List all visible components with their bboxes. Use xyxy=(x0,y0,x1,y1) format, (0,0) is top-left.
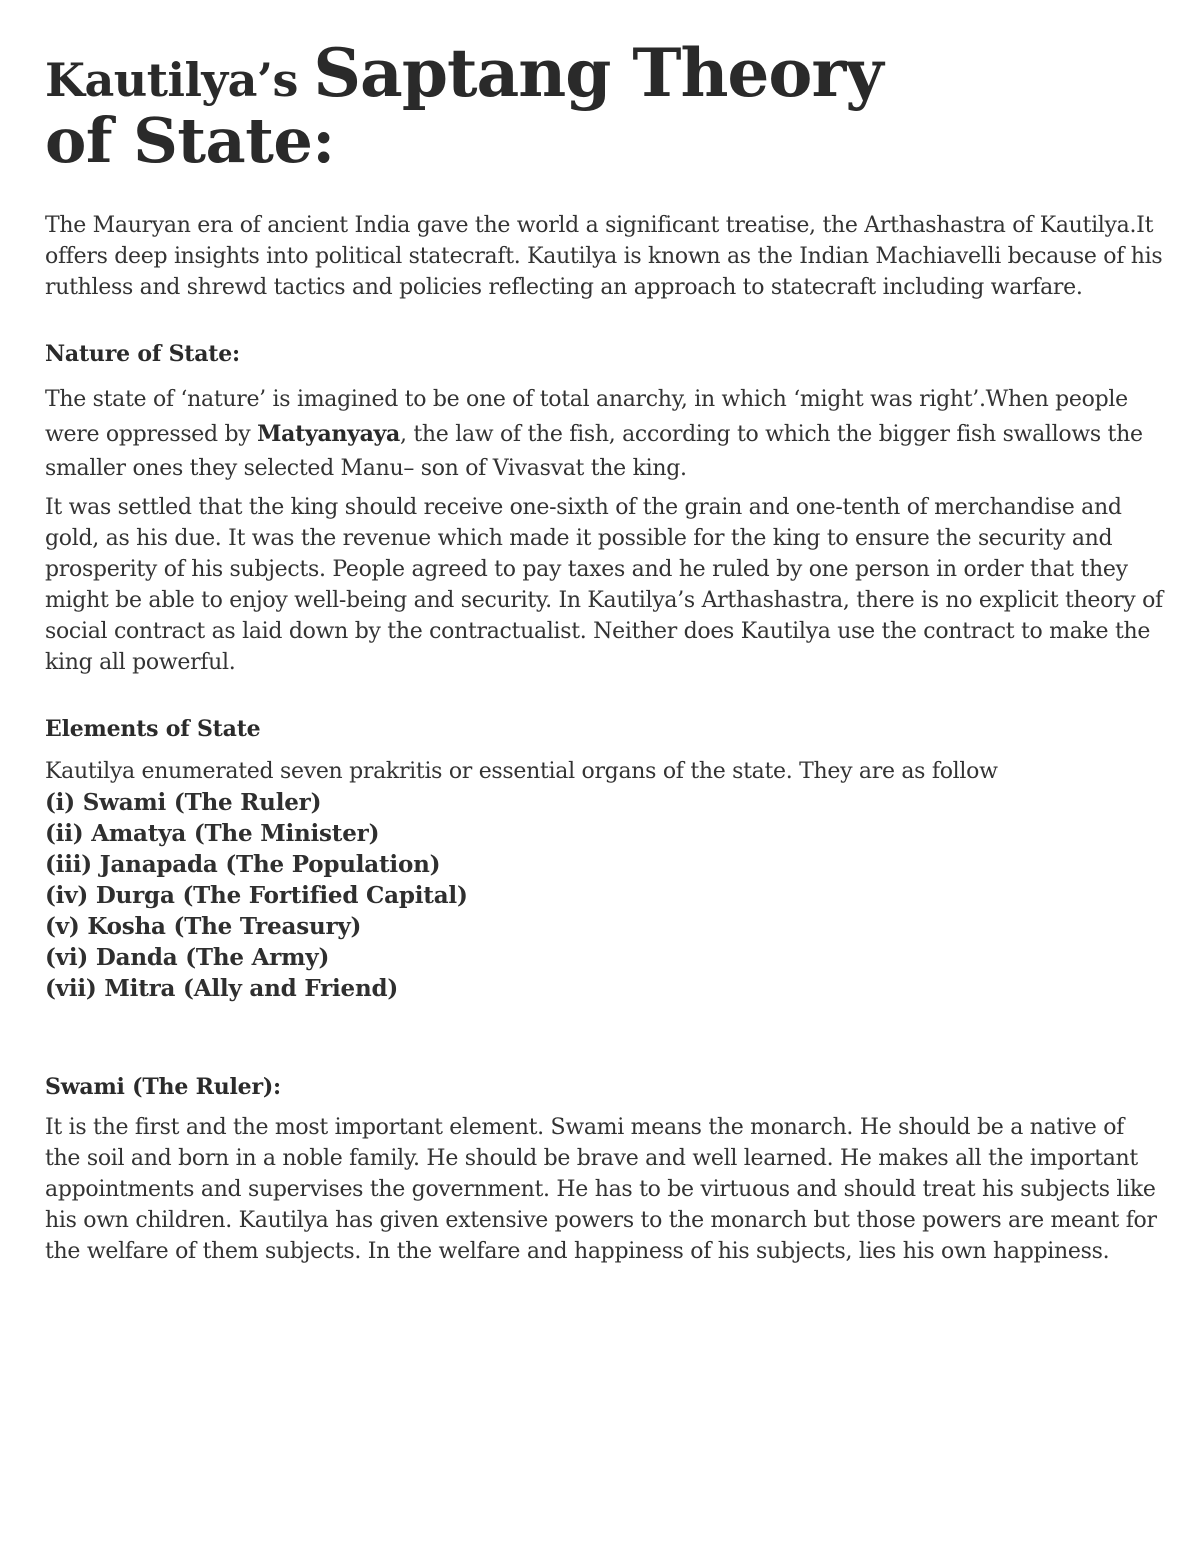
list-item: (ii) Amatya (The Minister) xyxy=(45,820,380,847)
swami-paragraph: It is the first and the most important element. Swami means the monarch. He should be a native of the soil and born in a noble family. He should be brave and well learned. He makes all the important appointments and supervises the government. He has to be virtuous and should treat his subjects like his own children. Kautilya has given extensive powers to the monarch but those powers are meant for the welfare of them subjects. In the welfare and happiness of his subjects, lies his own happiness. xyxy=(45,1115,1157,1264)
list-item: (iii) Janapada (The Population) xyxy=(45,851,441,878)
list-item: (i) Swami (The Ruler) xyxy=(45,789,322,816)
matyanyaya-term: Matyanyaya xyxy=(257,421,400,447)
title-part-of-state: of State: xyxy=(45,104,335,177)
elements-intro: Kautilya enumerated seven prakritis or essential organs of the state. They are as follow xyxy=(45,759,998,784)
intro-paragraph: The Mauryan era of ancient India gave the world a significant treatise, the Arthashastra of Kautilya.It offers deep insights into political statecraft. Kautilya is known as the Indian Machiavelli because of his ruthless and shrewd tactics and policies reflecting an approach to statecraft including warfare. xyxy=(45,213,1163,300)
elements-of-state-heading: Elements of State xyxy=(45,716,261,742)
list-item: (vii) Mitra (Ally and Friend) xyxy=(45,975,399,1002)
page-title xyxy=(45,34,1165,177)
document-page xyxy=(45,34,1165,1267)
elements-list xyxy=(45,787,1165,1004)
list-item: (v) Kosha (The Treasury) xyxy=(45,913,362,940)
list-item: (vi) Danda (The Army) xyxy=(45,944,330,971)
list-item: (iv) Durga (The Fortified Capital) xyxy=(45,882,468,909)
title-part-saptang-theory: Saptang Theory xyxy=(313,34,883,112)
nature-paragraph-2: It was settled that the king should receive one-sixth of the grain and one-tenth of merchandise and gold, as his due. It was the revenue which made it possible for the king to ensure the security and prosperity of his subjects. People agreed to pay taxes and he ruled by one person in order that they might be able to enjoy well-being and security. In Kautilya’s Arthashastra, there is no explicit theory of social contract as laid down by the contractualist. Neither does Kautilya use the contract to make the king all powerful. xyxy=(45,495,1163,675)
swami-heading: Swami (The Ruler): xyxy=(45,1074,281,1100)
nature-of-state-heading: Nature of State: xyxy=(45,341,240,367)
nature-p1-before: The state of ‘nature’ is imagined to be one of total anarchy, in which ‘might was right’.When people were oppressed by xyxy=(45,387,1128,447)
nature-p1-after: , the law of the fish, according to which the bigger fish swallows the smaller ones they selected Manu– son of Vivasvat the king. xyxy=(45,422,1143,481)
title-part-kautilyas: Kautilya’s xyxy=(45,53,314,107)
nature-paragraph-1 xyxy=(45,383,1165,486)
